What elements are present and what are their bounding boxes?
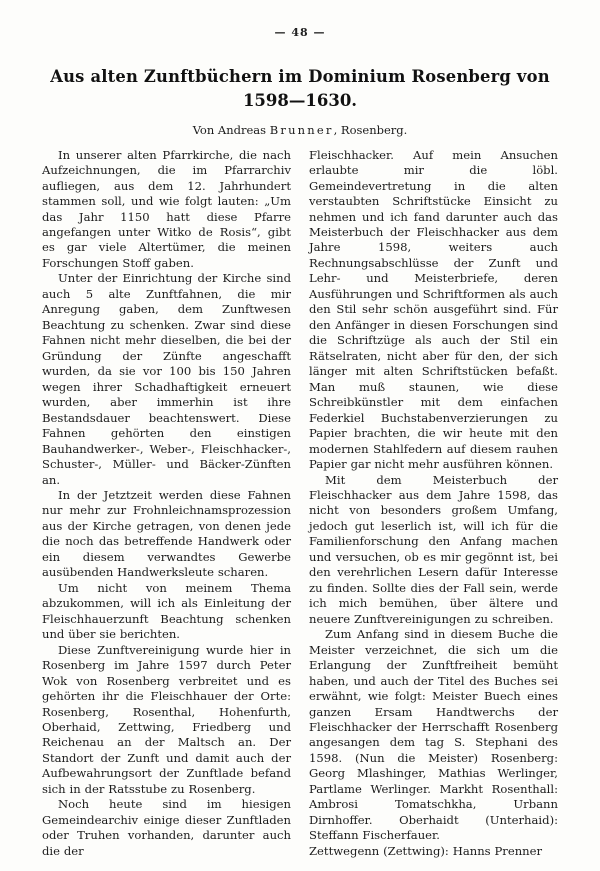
paragraph: Mit dem Meisterbuch der Fleischhacker aus dem Jahre 1598, das nicht von besonders großem Umfang, jedoch gut leserlich ist, will ich für die Familienforschung den Anfang machen und versuchen, ob es mir gegönnt ist, bei den verehrlichen Lesern dafür Interesse zu finden. Sollte dies der Fall sein, werde ich mich bemühen, über ältere und neuere Zunftvereinigungen zu schreiben. xyxy=(309,472,558,626)
byline-author-name: Brunner xyxy=(269,122,334,137)
paragraph: Um nicht von meinem Thema abzukommen, will ich als Einleitung der Fleischhauerzunft Beachtung schenken und über sie berichten. xyxy=(42,580,291,642)
paragraph: In der Jetztzeit werden diese Fahnen nur mehr zur Frohnleichnamsprozession aus der Kirche getragen, von denen jede die noch das betreffende Handwerk oder ein diesem verwandtes Gewerbe ausübenden Handwerksleute scharen. xyxy=(42,487,291,580)
paragraph: In unserer alten Pfarrkirche, die nach Aufzeichnungen, die im Pfarrarchiv aufliegen, aus dem 12. Jahrhundert stammen soll, und wie folgt lauten: „Um das Jahr 1150 hatt diese Pfarre angefangen unter Witko de Rosis“, gibt es gar viele Altertümer, die meinen Forschungen Stoff gaben. xyxy=(42,147,291,270)
article-title-line-1: Aus alten Zunftbüchern im Dominium Rosenberg von xyxy=(50,67,550,86)
paragraph: Fleischhacker. Auf mein Ansuchen erlaubte mir die löbl. Gemeindevertretung in die alten verstaubten Schriftstücke Einsicht zu nehmen und ich fand darunter auch das Meisterbuch der Fleischhacker aus dem Jahre 1598, weiters auch Rechnungsabschlüsse der Zunft und Lehr- und Meisterbriefe, deren Ausführungen und Schriftformen als auch den Stil sehr schön ausgeführt sind. Für den Anfänger in diesen Forschungen sind die Schriftzüge als auch der Stil ein Rätselraten, nicht aber für den, der sich länger mit alten Schriftstücken befaßt. Man muß staunen, wie diese Schreibkünstler mit dem einfachen Federkiel Buchstabenverzierungen zu Papier brachten, die wir heute mit den modernen Stahlfedern auf diesem rauhen Papier gar nicht mehr ausführen können. xyxy=(309,147,558,472)
paragraph: Noch heute sind im hiesigen Gemeindearchiv einige dieser Zunftladen oder Truhen vorhanden, darunter auch die der xyxy=(42,797,291,858)
column-right xyxy=(309,147,558,858)
byline xyxy=(42,123,558,137)
body-columns xyxy=(42,147,558,858)
article-title-line-2: 1598—1630. xyxy=(242,90,358,110)
paragraph: Zum Anfang sind in diesem Buche die Meister verzeichnet, die sich um die Erlangung der Zunftfreiheit bemüht haben, und auch der Titel des Buches sei erwähnt, wie folgt: Meister Buech eines ganzen Ersam Handtwerchs der Fleischhacker der Herrschafft Rosenberg angesangen dem tag S. Stephani des 1598. (Nun die Meister) Rosenberg: Georg Mlashinger, Mathias Werlinger, Partlame Werlinger. Markht Rosenthall: Ambrosi Tomatschkha, Urbann Dirnhoffer. Oberhaidt (Unterhaid): Steffann Fischerfauer. xyxy=(309,627,558,843)
page-number: — 48 — xyxy=(274,26,326,39)
column-left xyxy=(42,147,291,858)
byline-prefix: Von Andreas xyxy=(192,122,267,137)
paragraph: Zettwegenn (Zettwing): Hanns Prenner xyxy=(309,843,543,858)
byline-suffix: , Rosenberg. xyxy=(333,122,408,137)
paragraph: Unter der Einrichtung der Kirche sind auch 5 alte Zunftfahnen, die mir Anregung gaben, dem Zunftwesen Beachtung zu schenken. Zwar sind diese Fahnen nicht mehr dieselben, die bei der Gründung der Zünfte angeschafft wurden, da sie vor 100 bis 150 Jahren wegen ihrer Schadhaftigkeit erneuert wurden, aber immerhin ist ihre Bestandsdauer beachtenswert. Diese Fahnen gehörten den einstigen Bauhandwerker-, Weber-, Fleischhacker-, Schuster-, Müller- und Bäcker-Zünften an. xyxy=(42,271,291,487)
paragraph: Diese Zunftvereinigung wurde hier in Rosenberg im Jahre 1597 durch Peter Wok von Rosenberg verbreitet und es gehörten ihr die Fleischhauer der Orte: Rosenberg, Rosenthal, Hohenfurth, Oberhaid, Zettwing, Friedberg und Reichenau an der Maltsch an. Der Standort der Zunft und damit auch der Aufbewahrungsort der Zunftlade befand sich in der Ratsstube zu Rosenberg. xyxy=(42,642,291,796)
